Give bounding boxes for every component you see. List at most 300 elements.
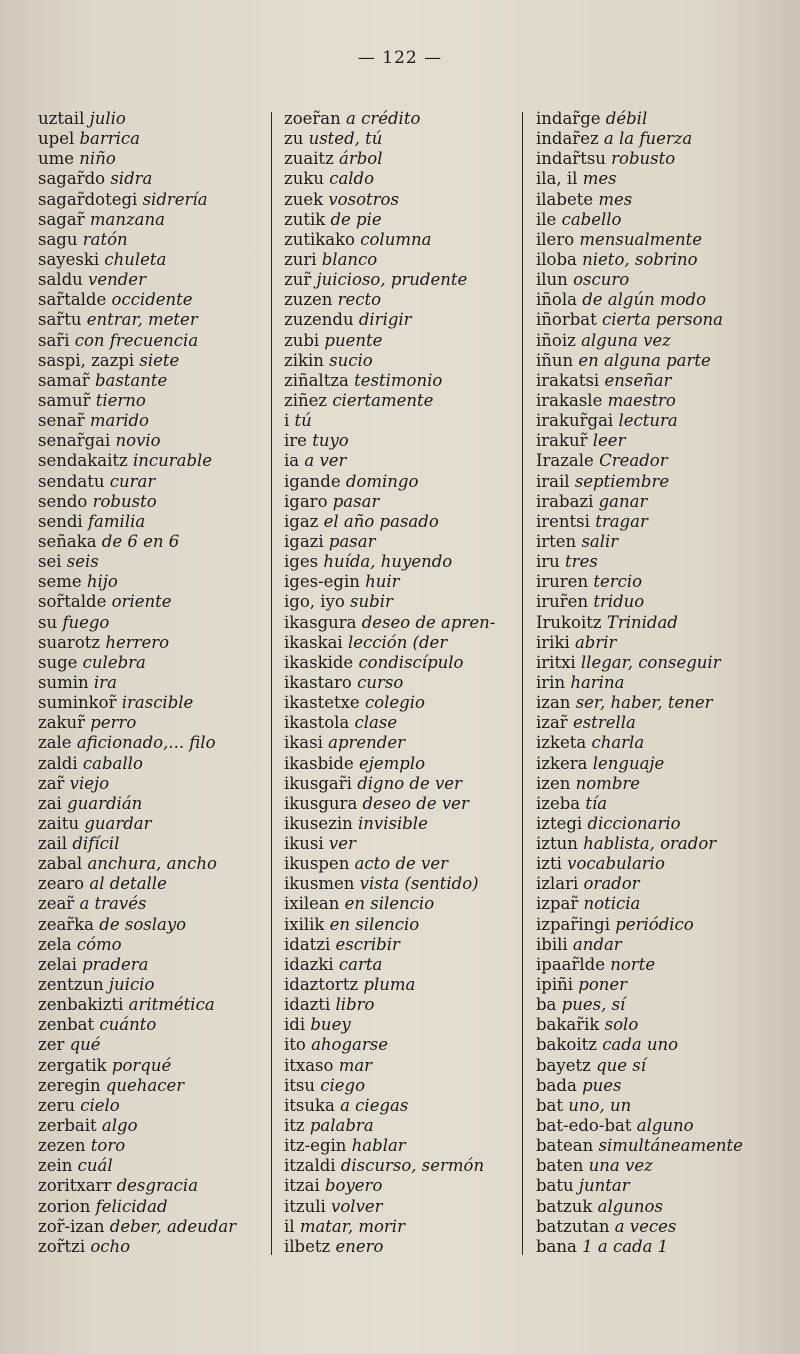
- basque-headword: ikuspen: [284, 854, 350, 874]
- spanish-translation: pues, sí: [561, 995, 626, 1015]
- spanish-translation: en silencio: [329, 914, 420, 934]
- basque-headword: ipiñi: [536, 975, 574, 995]
- spanish-translation: pradera: [82, 954, 149, 974]
- dictionary-entry: [38, 331, 270, 351]
- spanish-translation: cuál: [77, 1156, 113, 1176]
- basque-headword: zabal: [38, 854, 83, 874]
- spanish-translation: estrella: [572, 713, 636, 733]
- basque-headword: iloba: [536, 249, 577, 269]
- spanish-translation: con frecuencia: [74, 330, 199, 350]
- basque-headword: samar̃: [38, 370, 90, 390]
- spanish-translation: ganar: [598, 491, 648, 511]
- dictionary-entry: [536, 310, 794, 330]
- basque-headword: ikusezin: [284, 813, 353, 833]
- basque-headword: ire: [284, 431, 307, 451]
- spanish-translation: cabello: [561, 209, 622, 229]
- basque-headword: ikasi: [284, 733, 323, 753]
- basque-headword: izen: [536, 773, 571, 793]
- spanish-translation: perro: [90, 713, 137, 733]
- dictionary-entry: [536, 250, 794, 270]
- dictionary-entry: [536, 431, 794, 451]
- dictionary-entry: [284, 592, 520, 612]
- spanish-translation: desgracia: [116, 1176, 199, 1196]
- dictionary-entry: [536, 1015, 794, 1035]
- spanish-translation: a ciegas: [340, 1095, 409, 1115]
- basque-headword: uztail: [38, 109, 85, 128]
- spanish-translation: solo: [604, 1015, 639, 1035]
- basque-headword: iñola: [536, 290, 577, 310]
- basque-headword: izkera: [536, 753, 588, 773]
- spanish-translation: difícil: [72, 834, 120, 854]
- basque-headword: ilun: [536, 270, 568, 290]
- dictionary-entry: [536, 1136, 794, 1156]
- spanish-translation: oscuro: [573, 270, 630, 290]
- dictionary-entry: [536, 190, 794, 210]
- spanish-translation: lectura: [618, 411, 678, 431]
- dictionary-entry: [284, 894, 520, 914]
- basque-headword: iñorbat: [536, 310, 597, 330]
- dictionary-entry: [536, 814, 794, 834]
- dictionary-entry: [38, 1035, 270, 1055]
- spanish-translation: Trinidad: [606, 612, 678, 632]
- spanish-translation: llegar, conseguir: [580, 652, 721, 672]
- basque-headword: senar̃gai: [38, 431, 111, 451]
- basque-headword: irten: [536, 531, 577, 551]
- dictionary-entry: [284, 270, 520, 290]
- spanish-translation: periódico: [615, 914, 694, 934]
- basque-headword: sagar̃dotegi: [38, 189, 138, 209]
- spanish-translation: occidente: [111, 290, 193, 310]
- spanish-translation: vocabulario: [567, 854, 665, 874]
- spanish-translation: ser, haber, tener: [575, 693, 713, 713]
- basque-headword: itz-egin: [284, 1136, 347, 1156]
- basque-headword: bada: [536, 1075, 577, 1095]
- spanish-translation: deber, adeudar: [109, 1216, 237, 1236]
- spanish-translation: curar: [109, 471, 156, 491]
- spanish-translation: abrir: [574, 632, 617, 652]
- basque-headword: señaka: [38, 531, 97, 551]
- dictionary-entry: [38, 774, 270, 794]
- dictionary-entry: [284, 411, 520, 431]
- column-3: [536, 109, 794, 1257]
- column-divider: [271, 112, 272, 1255]
- spanish-translation: guardar: [84, 813, 152, 833]
- basque-headword: i: [284, 411, 290, 431]
- basque-headword: ipaar̃lde: [536, 954, 606, 974]
- spanish-translation: seis: [66, 552, 99, 572]
- basque-headword: ba: [536, 995, 557, 1015]
- basque-headword: irabazi: [536, 491, 594, 511]
- dictionary-entry: [38, 1237, 270, 1257]
- basque-headword: iruren: [536, 572, 589, 592]
- dictionary-entry: [38, 713, 270, 733]
- spanish-translation: orador: [583, 874, 640, 894]
- basque-headword: zutikako: [284, 229, 355, 249]
- basque-headword: sagu: [38, 229, 78, 249]
- basque-headword: suge: [38, 652, 78, 672]
- basque-headword: zuzendu: [284, 310, 354, 330]
- dictionary-entry: [284, 1176, 520, 1196]
- spanish-translation: condiscípulo: [358, 652, 464, 672]
- dictionary-entry: [536, 270, 794, 290]
- dictionary-entry: [536, 834, 794, 854]
- dictionary-entry: [536, 552, 794, 572]
- spanish-translation: de soslayo: [99, 914, 187, 934]
- spanish-translation: columna: [360, 229, 432, 249]
- basque-headword: irakur̃gai: [536, 411, 614, 431]
- spanish-translation: sidra: [110, 169, 153, 189]
- basque-headword: zela: [38, 934, 72, 954]
- basque-headword: igande: [284, 471, 341, 491]
- spanish-translation: a la fuerza: [603, 129, 693, 149]
- spanish-translation: herrero: [105, 632, 170, 652]
- dictionary-entry: [536, 995, 794, 1015]
- spanish-translation: ira: [93, 672, 117, 692]
- dictionary-entry: [38, 129, 270, 149]
- basque-headword: zeru: [38, 1095, 75, 1115]
- spanish-translation: de 6 en 6: [101, 531, 180, 551]
- basque-headword: saldu: [38, 270, 83, 290]
- dictionary-entry: [536, 109, 794, 129]
- basque-headword: zakur̃: [38, 713, 86, 733]
- basque-headword: sar̃talde: [38, 290, 107, 310]
- basque-headword: zuku: [284, 169, 324, 189]
- spanish-translation: aficionado,... filo: [76, 733, 216, 753]
- basque-headword: suarotz: [38, 632, 101, 652]
- basque-headword: zuaitz: [284, 149, 334, 169]
- basque-headword: ziñaltza: [284, 370, 349, 390]
- spanish-translation: noticia: [583, 894, 641, 914]
- spanish-translation: qué: [69, 1035, 101, 1055]
- dictionary-entry: [536, 935, 794, 955]
- spanish-translation: pues: [582, 1075, 622, 1095]
- dictionary-entry: [284, 794, 520, 814]
- dictionary-entry: [536, 1116, 794, 1136]
- basque-headword: iztun: [536, 834, 578, 854]
- dictionary-entry: [536, 673, 794, 693]
- basque-headword: irakatsi: [536, 370, 600, 390]
- spanish-translation: en silencio: [344, 894, 435, 914]
- dictionary-entry: [284, 854, 520, 874]
- dictionary-entry: [536, 1056, 794, 1076]
- spanish-translation: felicidad: [95, 1196, 168, 1216]
- spanish-translation: caballo: [82, 753, 143, 773]
- dictionary-entry: [284, 754, 520, 774]
- spanish-translation: puente: [324, 330, 383, 350]
- basque-headword: irur̃en: [536, 592, 589, 612]
- spanish-translation: ahogarse: [311, 1035, 389, 1055]
- basque-headword: zar̃: [38, 773, 65, 793]
- dictionary-entry: [38, 492, 270, 512]
- dictionary-entry: [536, 451, 794, 471]
- dictionary-entry: [38, 1197, 270, 1217]
- basque-headword: itzuli: [284, 1196, 326, 1216]
- spanish-translation: porqué: [111, 1055, 172, 1075]
- dictionary-entry: [38, 794, 270, 814]
- basque-headword: idazki: [284, 954, 334, 974]
- spanish-translation: ciego: [320, 1075, 366, 1095]
- dictionary-entry: [284, 391, 520, 411]
- basque-headword: ilabete: [536, 189, 594, 209]
- spanish-translation: poner: [578, 975, 628, 995]
- spanish-translation: tía: [585, 793, 608, 813]
- basque-headword: zelai: [38, 954, 77, 974]
- dictionary-entry: [38, 512, 270, 532]
- dictionary-entry: [284, 814, 520, 834]
- dictionary-entry: [536, 1035, 794, 1055]
- spanish-translation: de pie: [330, 209, 382, 229]
- dictionary-entry: [284, 653, 520, 673]
- basque-headword: zaitu: [38, 813, 80, 833]
- dictionary-entry: [536, 472, 794, 492]
- basque-headword: batzuk: [536, 1196, 593, 1216]
- dictionary-entry: [38, 693, 270, 713]
- basque-headword: izti: [536, 854, 562, 874]
- spanish-translation: matar, morir: [299, 1216, 405, 1236]
- spanish-translation: deseo de apren-: [361, 612, 496, 632]
- dictionary-entry: [284, 733, 520, 753]
- dictionary-entry: [536, 512, 794, 532]
- dictionary-entry: [536, 794, 794, 814]
- dictionary-entry: [284, 1136, 520, 1156]
- spanish-translation: robusto: [611, 149, 676, 169]
- basque-headword: zezen: [38, 1136, 86, 1156]
- spanish-translation: colegio: [364, 693, 425, 713]
- basque-headword: sar̃tu: [38, 310, 82, 330]
- dictionary-entry: [38, 1076, 270, 1096]
- spanish-translation: charla: [591, 733, 645, 753]
- dictionary-entry: [38, 270, 270, 290]
- dictionary-entry: [536, 572, 794, 592]
- spanish-translation: a ver: [304, 451, 347, 471]
- spanish-translation: acto de ver: [354, 854, 449, 874]
- spanish-translation: aprender: [328, 733, 406, 753]
- basque-headword: sagar̃: [38, 209, 85, 229]
- dictionary-entry: [38, 733, 270, 753]
- dictionary-entry: [284, 371, 520, 391]
- basque-headword: zenbakizti: [38, 995, 124, 1015]
- basque-headword: sendi: [38, 511, 83, 531]
- spanish-translation: discurso, sermón: [340, 1156, 485, 1176]
- dictionary-entry: [38, 451, 270, 471]
- spanish-translation: triduo: [593, 592, 645, 612]
- dictionary-entry: [536, 1156, 794, 1176]
- basque-headword: izlari: [536, 874, 579, 894]
- basque-headword: ikaskide: [284, 652, 354, 672]
- dictionary-entry: [284, 1197, 520, 1217]
- dictionary-entry: [284, 451, 520, 471]
- spanish-translation: subir: [350, 592, 393, 612]
- spanish-translation: ratón: [82, 229, 128, 249]
- dictionary-entry: [38, 673, 270, 693]
- basque-headword: ixilean: [284, 894, 340, 914]
- dictionary-entry: [284, 1116, 520, 1136]
- spanish-translation: sucio: [329, 350, 373, 370]
- dictionary-entry: [284, 512, 520, 532]
- basque-headword: idaztortz: [284, 975, 359, 995]
- basque-headword: zer: [38, 1035, 65, 1055]
- spanish-translation: hablista, orador: [583, 834, 717, 854]
- basque-headword: iges: [284, 552, 319, 572]
- basque-headword: sor̃talde: [38, 592, 107, 612]
- dictionary-entry: [38, 371, 270, 391]
- basque-headword: sendakaitz: [38, 451, 128, 471]
- dictionary-entry: [38, 592, 270, 612]
- spanish-translation: de algún modo: [582, 290, 707, 310]
- dictionary-entry: [284, 472, 520, 492]
- dictionary-entry: [536, 975, 794, 995]
- dictionary-entry: [536, 371, 794, 391]
- spanish-translation: tierno: [95, 390, 146, 410]
- basque-headword: igaz: [284, 511, 319, 531]
- spanish-translation: irascible: [121, 693, 194, 713]
- spanish-translation: niño: [79, 149, 116, 169]
- dictionary-entry: [536, 492, 794, 512]
- spanish-translation: huir: [365, 572, 400, 592]
- column-divider: [522, 112, 523, 1255]
- basque-headword: bayetz: [536, 1055, 591, 1075]
- basque-headword: zai: [38, 793, 62, 813]
- spanish-translation: juicioso, prudente: [316, 270, 468, 290]
- spanish-translation: uno, un: [568, 1095, 632, 1115]
- spanish-translation: a través: [79, 894, 147, 914]
- basque-headword: batzutan: [536, 1216, 610, 1236]
- basque-headword: sayeski: [38, 249, 100, 269]
- dictionary-entry: [284, 834, 520, 854]
- basque-headword: zor̃tzi: [38, 1236, 86, 1256]
- spanish-translation: recto: [337, 290, 382, 310]
- dictionary-entry: [284, 532, 520, 552]
- dictionary-entry: [284, 1015, 520, 1035]
- basque-headword: bakar̃ik: [536, 1015, 600, 1035]
- basque-headword: zenbat: [38, 1015, 95, 1035]
- dictionary-entry: [284, 149, 520, 169]
- dictionary-entry: [38, 149, 270, 169]
- dictionary-entry: [38, 1096, 270, 1116]
- dictionary-entry: [284, 713, 520, 733]
- spanish-translation: simultáneamente: [598, 1136, 743, 1156]
- dictionary-entry: [536, 1217, 794, 1237]
- spanish-translation: árbol: [339, 149, 383, 169]
- basque-headword: zoer̃an: [284, 109, 341, 128]
- spanish-translation: mes: [582, 169, 617, 189]
- spanish-translation: mar: [338, 1055, 373, 1075]
- dictionary-entry: [284, 1217, 520, 1237]
- dictionary-entry: [536, 693, 794, 713]
- basque-headword: ito: [284, 1035, 306, 1055]
- basque-headword: iritxi: [536, 652, 576, 672]
- basque-headword: izpar̃ingi: [536, 914, 611, 934]
- dictionary-entry: [38, 955, 270, 975]
- dictionary-entry: [38, 472, 270, 492]
- spanish-translation: tragar: [595, 511, 648, 531]
- dictionary-entry: [38, 351, 270, 371]
- spanish-translation: ver: [328, 834, 356, 854]
- dictionary-entry: [38, 230, 270, 250]
- spanish-translation: salir: [581, 531, 619, 551]
- basque-headword: ila, il: [536, 169, 578, 189]
- dictionary-entry: [284, 431, 520, 451]
- basque-headword: bat: [536, 1095, 564, 1115]
- basque-headword: zear̃: [38, 894, 75, 914]
- spanish-translation: palabra: [309, 1116, 374, 1136]
- dictionary-entry: [536, 633, 794, 653]
- dictionary-entry: [536, 1237, 794, 1257]
- dictionary-entry: [38, 613, 270, 633]
- dictionary-entry: [536, 149, 794, 169]
- basque-headword: upel: [38, 129, 75, 149]
- basque-headword: samur̃: [38, 390, 91, 410]
- dictionary-entry: [284, 109, 520, 129]
- basque-headword: zorion: [38, 1196, 91, 1216]
- dictionary-entry: [536, 331, 794, 351]
- dictionary-entry: [536, 955, 794, 975]
- basque-headword: sendatu: [38, 471, 105, 491]
- basque-headword: iñun: [536, 350, 574, 370]
- basque-headword: itz: [284, 1116, 305, 1136]
- spanish-translation: blanco: [321, 249, 378, 269]
- basque-headword: bakoitz: [536, 1035, 597, 1055]
- dictionary-entry: [536, 894, 794, 914]
- dictionary-entry: [38, 1015, 270, 1035]
- column-1: [38, 109, 270, 1257]
- basque-headword: sar̃i: [38, 330, 70, 350]
- spanish-translation: cierta persona: [602, 310, 723, 330]
- spanish-translation: aritmética: [128, 995, 215, 1015]
- spanish-translation: quehacer: [105, 1075, 185, 1095]
- dictionary-entry: [284, 169, 520, 189]
- dictionary-entry: [284, 995, 520, 1015]
- basque-headword: iztegi: [536, 813, 583, 833]
- basque-headword: idi: [284, 1015, 306, 1035]
- spanish-translation: enero: [335, 1236, 384, 1256]
- spanish-translation: cómo: [76, 934, 122, 954]
- dictionary-entry: [284, 975, 520, 995]
- dictionary-entry: [536, 210, 794, 230]
- dictionary-entry: [284, 351, 520, 371]
- basque-headword: zuek: [284, 189, 324, 209]
- spanish-translation: barrica: [79, 129, 141, 149]
- basque-headword: ixilik: [284, 914, 325, 934]
- dictionary-entry: [38, 834, 270, 854]
- spanish-translation: bastante: [94, 370, 168, 390]
- dictionary-entry: [536, 1096, 794, 1116]
- basque-headword: zergatik: [38, 1055, 107, 1075]
- dictionary-entry: [38, 975, 270, 995]
- spanish-translation: pasar: [328, 531, 376, 551]
- spanish-translation: norte: [610, 954, 656, 974]
- spanish-translation: en alguna parte: [578, 350, 711, 370]
- spanish-translation: huída, huyendo: [323, 552, 453, 572]
- basque-headword: zale: [38, 733, 72, 753]
- basque-headword: indar̃ez: [536, 129, 599, 149]
- dictionary-entry: [38, 653, 270, 673]
- spanish-translation: entrar, meter: [86, 310, 198, 330]
- dictionary-entry: [38, 894, 270, 914]
- dictionary-entry: [536, 532, 794, 552]
- basque-headword: ile: [536, 209, 557, 229]
- spanish-translation: sidrería: [142, 189, 208, 209]
- spanish-translation: maestro: [607, 390, 676, 410]
- spanish-translation: volver: [331, 1196, 383, 1216]
- dictionary-entry: [284, 1076, 520, 1096]
- spanish-translation: nieto, sobrino: [582, 249, 698, 269]
- spanish-translation: mes: [598, 189, 633, 209]
- dictionary-entry: [38, 915, 270, 935]
- dictionary-entry: [284, 1237, 520, 1257]
- spanish-translation: alguno: [636, 1116, 694, 1136]
- dictionary-entry: [38, 754, 270, 774]
